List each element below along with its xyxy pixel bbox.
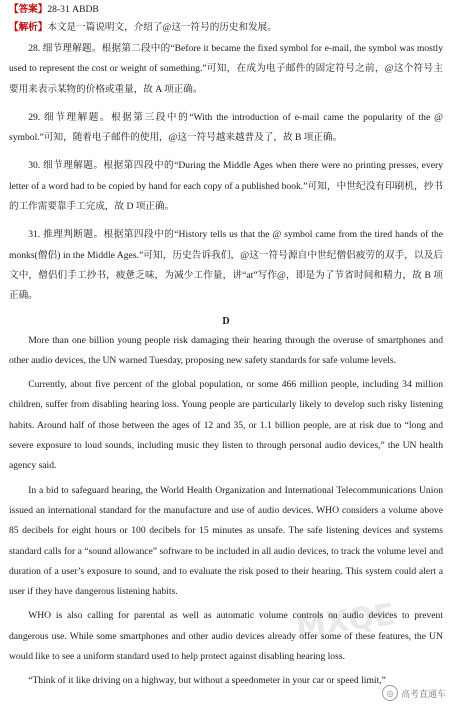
passage-paragraph-5: “Think of it like driving on a highway, but without a speedometer in your car or speed limit,” [28,675,386,687]
passage-paragraph-3: In a bid to safeguard hearing, the World Health Organization and International Telecommunications Union issued an international standard for the manufacture and use of audio devices. WHO considers a volume above 85 decibels for eight hours or 100 decibels for 15 minutes as unsafe. The safe listening devices and systems standard calls for a “sound allowance” software to be included in all audio devices, to track the volume level and duration of a user’s exposure to sound, and to evaluate the risk posed to their hearing. This system could alert a user if they have dangerous listening habits. [9,484,443,598]
section-heading: D [222,315,230,327]
watermark-logo-icon: ◎ [382,685,398,701]
explanation-q29: 29. 细节理解题。根据第三段中的“With the introduction of e-mail came the popularity of the @ symbol.”可知，随着电子邮件的使用，@这一符号越来越普及了，故 B 项正确。 [9,111,443,144]
passage-paragraph-1: More than one billion young people risk damaging their hearing through the overuse of smartphones and other audio devices, the UN warned Tuesday, proposing new safety standards for safe volume levels. [9,334,443,366]
passage-paragraph-2: Currently, about five percent of the global population, or some 466 million people, including 34 million children, suffer from disabling hearing loss. Young people are particularly likely to develop such risky listening habits. Around half of those between the ages of 12 and 35, or 1.1 billion people, are at risk due to “long and severe exposure to loud sounds, including music they listen to through personal audio devices,” the UN health agency said. [9,379,443,472]
analysis-line [9,19,443,37]
passage-paragraph-4: WHO is also calling for parental as well as automatic volume controls on audio devices to prevent dangerous use. While some smartphones and other audio devices already offer some of these features, the UN would like to see a uniform standard used to help protect against disabling hearing loss. [9,610,443,663]
explanation-q30: 30. 细节理解题。根据第四段中的“During the Middle Ages when there were no printing presses, every letter of a word had to be copied by hand for each copy of a published book.”可知，中世纪没有印刷机，抄书的工作需要靠手工完成，故 D 项正确。 [9,160,443,213]
analysis-text: 本文是一篇说明文，介绍了@这一符号的历史和发展。 [47,22,277,33]
watermark-text: 高考直通车 [400,689,446,700]
answer-line [0,3,452,17]
explanation-q31: 31. 推理判断题。根据第四段中的“History tells us that the @ symbol came from the tired hands of the monks(僧侣) in the Middle Ages.”可知，历史告诉我们，@这一符号源自中世纪僧侣疲劳的双手，以及后文中，僧侣们手工抄书，疲惫乏味，为减少工作量，讲“at”写作@，即是为了节省时间和精力，故 B 项正确。 [9,229,443,302]
answer-label: 【答案】 [9,4,48,15]
corner-watermark [382,685,446,701]
explanation-q28: 28. 细节理解题。根据第二段中的“Before it became the fixed symbol for e-mail, the symbol was mostly used to represent the cost or weight of something.”可知，在成为电子邮件的固定符号之前，@这个符号主要用来表示某物的价格或重量，故 A 项正确。 [9,43,443,95]
analysis-label: 【解析】 [9,22,48,33]
faint-watermark-stamp: MXQE [293,597,397,646]
answer-text: 28-31 ABDB [47,4,99,15]
